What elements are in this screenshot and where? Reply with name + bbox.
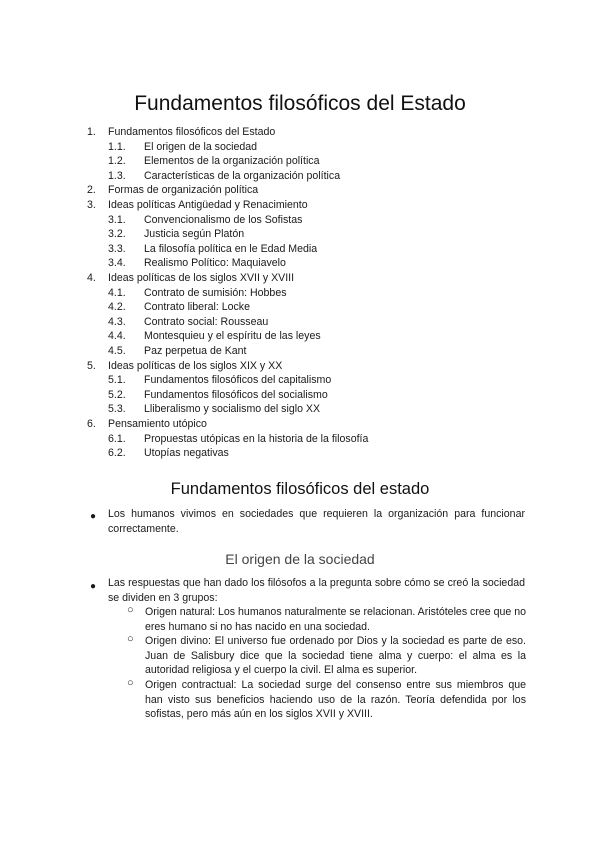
toc-text: Ideas políticas de los siglos XIX y XX (108, 359, 283, 372)
toc-text: Contrato social: Rousseau (144, 315, 269, 328)
sub-bullet-icon: ○ (127, 677, 134, 689)
toc-number: 1.1. (108, 140, 126, 153)
toc-number: 3. (87, 199, 96, 211)
toc-text: Fundamentos filosóficos del Estado (108, 126, 276, 138)
toc-number: 5.3. (108, 403, 126, 416)
toc-number: 4.5. (108, 345, 126, 357)
toc-text: Justicia según Platón (144, 228, 245, 241)
toc-text: Realismo Político: Maquiavelo (144, 257, 286, 270)
toc-text: Lliberalismo y socialismo del siglo XX (144, 403, 321, 416)
toc-number: 5.1. (108, 374, 126, 387)
bullet-icon: ● (90, 511, 97, 522)
toc-number: 3.2. (108, 228, 126, 241)
toc-text: Paz perpetua de Kant (144, 345, 247, 357)
toc-text: Montesquieu y el espíritu de las leyes (144, 330, 321, 343)
toc-text: Elementos de la organización política (144, 155, 320, 168)
subitem-origen-natural: Origen natural: Los humanos naturalmente se relacionan. Aristóteles cree que no eres humano si no has nacido en una sociedad. (145, 606, 527, 633)
toc-number: 5. (87, 359, 96, 372)
sub-bullet-icon: ○ (127, 604, 134, 616)
toc-number: 6. (87, 418, 96, 430)
toc-text: Pensamiento utópico (108, 418, 207, 430)
toc-text: Contrato liberal: Locke (144, 301, 250, 314)
document-title: Fundamentos filosóficos del Estado (134, 92, 466, 115)
toc-number: 3.1. (108, 213, 126, 226)
toc-text: Convencionalismo de los Sofistas (144, 213, 303, 226)
toc-number: 5.2. (108, 388, 126, 401)
paragraph-organizacion: Los humanos vivimos en sociedades que requieren la organización para funcionar correctamente. (108, 508, 525, 535)
toc-text: Características de la organización política (144, 169, 341, 182)
toc-number: 1.2. (108, 155, 126, 168)
sub-bullet-icon: ○ (127, 633, 134, 645)
toc-text: El origen de la sociedad (144, 140, 258, 153)
toc-text: Ideas políticas Antigüedad y Renacimiento (108, 199, 308, 211)
toc-text: Ideas políticas de los siglos XVII y XVIII (108, 272, 295, 284)
toc-number: 4.2. (108, 301, 126, 314)
toc-number: 3.3. (108, 242, 126, 255)
toc-number: 1.3. (108, 169, 126, 182)
bullet-icon: ● (90, 581, 97, 592)
toc-number: 2. (87, 184, 96, 197)
subitem-origen-contractual: Origen contractual: La sociedad surge del consenso entre sus miembros que han visto sus beneficios haciendo uso de la razón. Teoría defendida por los sofistas, pero más aún en los siglos XVII y XVIII. (145, 679, 526, 721)
toc-number: 3.4. (108, 257, 126, 270)
toc-text: Formas de organización política (108, 184, 259, 197)
toc-text: Fundamentos filosóficos del socialismo (144, 388, 328, 401)
toc-number: 6.2. (108, 447, 126, 460)
toc-number: 4.4. (108, 330, 126, 343)
toc-number: 4.1. (108, 286, 126, 299)
toc-text: Contrato de sumisión: Hobbes (144, 286, 287, 299)
toc-text: La filosofía política en le Edad Media (144, 242, 318, 255)
toc-text: Fundamentos filosóficos del capitalismo (144, 374, 332, 387)
toc-text: Propuestas utópicas en la historia de la filosofía (144, 432, 369, 445)
subitem-origen-divino: Origen divino: El universo fue ordenado por Dios y la sociedad es parte de eso. Juan de Salisbury dice que la sociedad tiene alma y cuerpo: el alma es la autoridad religiosa y el cuerpo la civil. El alma es superior. (145, 635, 526, 677)
toc-number: 1. (87, 126, 96, 138)
section-heading-origen-sociedad: El origen de la sociedad (225, 551, 375, 567)
section-heading-fundamentos: Fundamentos filosóficos del estado (170, 480, 430, 498)
toc-number: 6.1. (108, 432, 126, 445)
toc-text: Utopías negativas (144, 447, 229, 460)
toc-number: 4. (87, 272, 96, 284)
toc-number: 4.3. (108, 315, 126, 328)
paragraph-respuestas-filosofos: Las respuestas que han dado los filósofos a la pregunta sobre cómo se creó la sociedad se dividen en 3 grupos: (108, 577, 525, 604)
